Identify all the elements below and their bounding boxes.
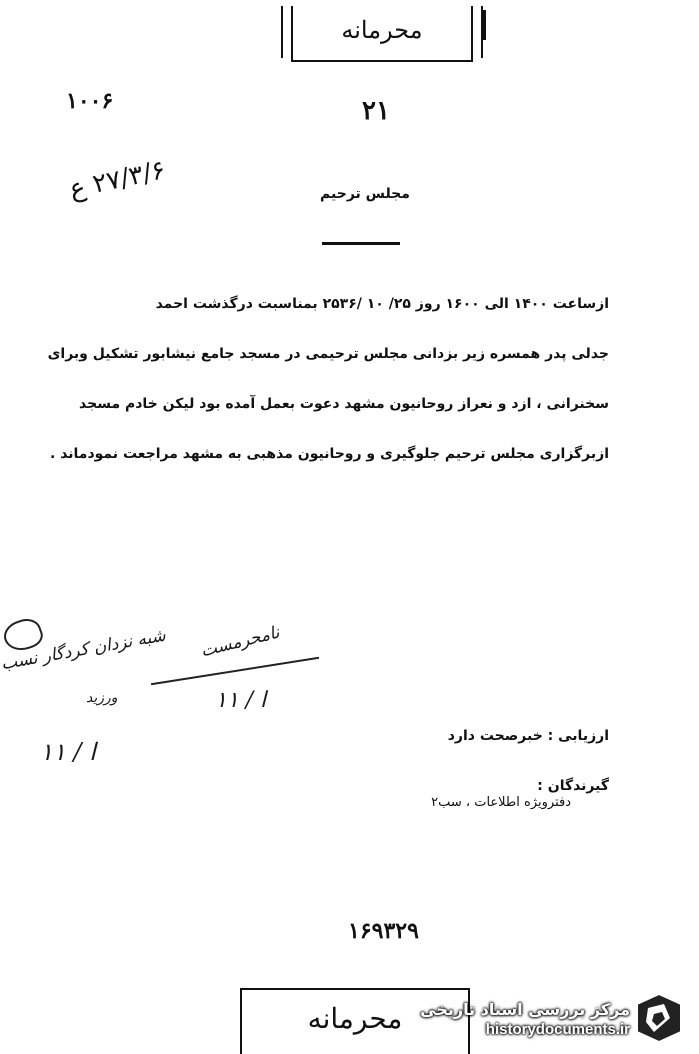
recipients-label: گیرندگان :	[537, 778, 609, 794]
body-line: سخنرانی ، ازد و نعراز روحانیون مشهد دعوت بعمل آمده بود لیکن خادم مسجد	[79, 396, 609, 412]
body-line: ازساعت ۱۴۰۰ الی ۱۶۰۰ روز ۲۵/ ۱۰ /۲۵۳۶ بمناسبت درگذشت احمد	[155, 296, 609, 312]
handwritten-signature: نامحرمست	[198, 622, 282, 662]
stamp-side-bar	[483, 10, 486, 40]
watermark-org: مرکز بررسی اسناد تاریخی	[420, 1000, 630, 1019]
subject-title: مجلس ترحیم	[320, 186, 410, 202]
handwritten-note: شبه نزدان کردگار نسب	[0, 625, 168, 675]
recipients-value: دفترویژه اطلاعات ، سب۲	[431, 795, 571, 810]
handwritten-reference: ا / ۱۱	[40, 738, 96, 766]
title-underline	[322, 242, 400, 245]
stamp-bottom-text: محرمانه	[307, 1002, 403, 1035]
evaluation-line: ارزیابی : خبرصحت دارد	[447, 728, 609, 744]
document-number: ۱۰۰۶	[66, 88, 114, 114]
watermark-url: historydocuments.ir	[485, 1021, 630, 1038]
body-line: ازبرگزاری مجلس ترحیم جلوگیری و روحانیون مذهبی به مشهد مراجعت نمودماند .	[50, 446, 609, 462]
archive-number: ۱۶۹۳۲۹	[348, 918, 419, 944]
handwritten-note: ورزید	[86, 690, 118, 706]
classification-stamp-top	[281, 6, 483, 58]
handwriting-stroke	[151, 657, 319, 686]
page-number: ۲۱	[362, 96, 390, 126]
archive-logo-icon	[634, 992, 684, 1044]
body-line: جدلی پدر همسره زیر بزدانی مجلس ترحیمی در مسجد جامع نیشابور تشکیل وبرای	[47, 346, 609, 362]
stamp-top-text: محرمانه	[341, 16, 423, 44]
handwritten-date: ۲۷/۳/۶ ع	[66, 155, 169, 205]
watermark	[410, 1000, 630, 1038]
handwritten-reference: ا / ۱۱	[215, 688, 267, 713]
